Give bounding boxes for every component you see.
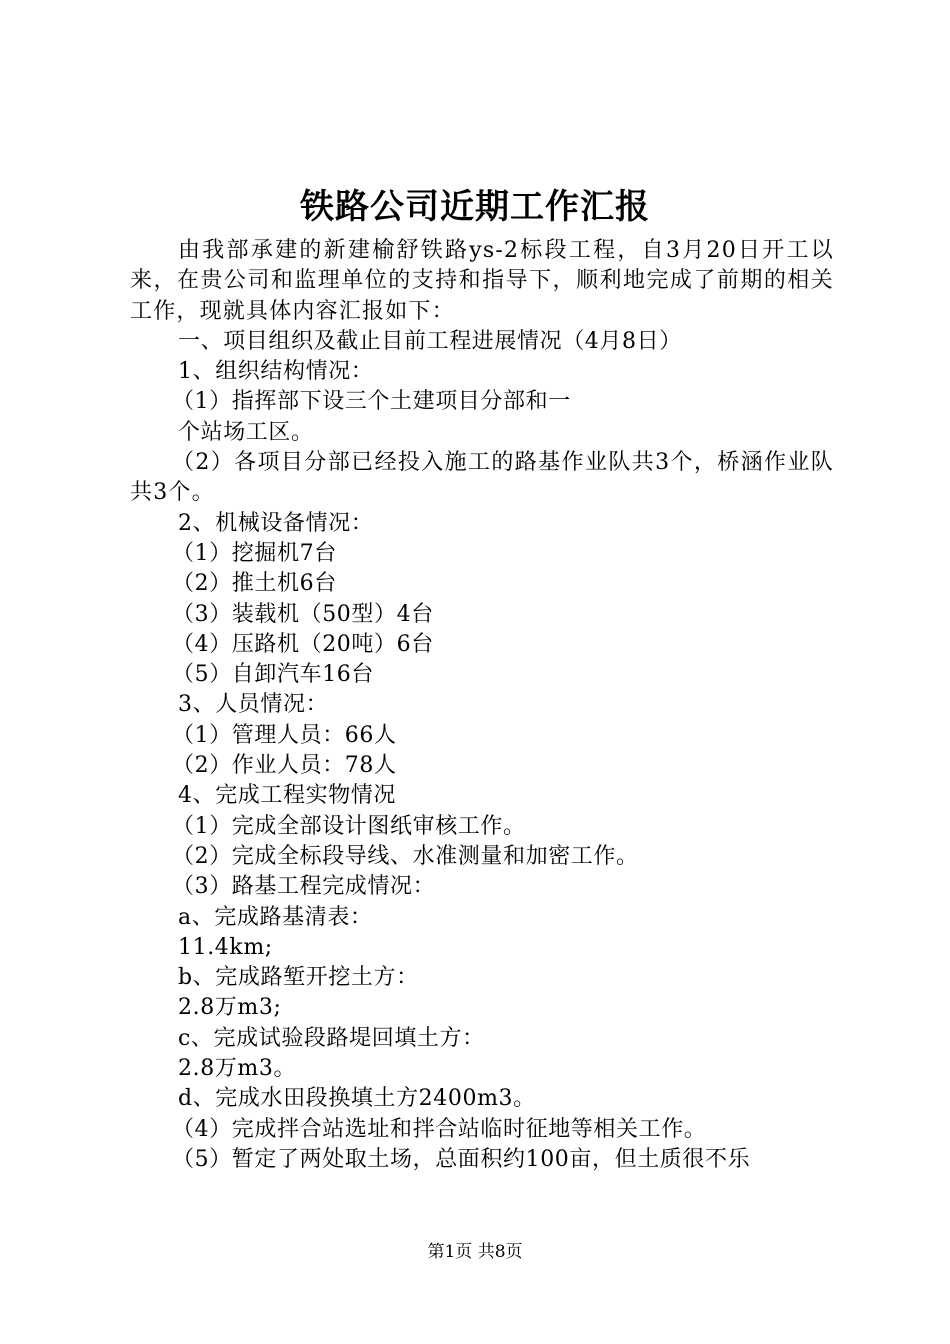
roadbed-item: b、完成路堑开挖土方： [178, 965, 419, 991]
subsection-heading: 3、人员情况： [178, 692, 329, 718]
list-item: （2）完成全标段导线、水准测量和加密工作。 [172, 843, 639, 869]
list-item: （4）压路机（20吨）6台 [172, 631, 434, 657]
roadbed-item: c、完成试验段路堤回填土方： [178, 1025, 485, 1051]
roadbed-value: 11.4km; [178, 934, 273, 960]
document-body [130, 236, 834, 1175]
list-item: （3）装载机（50型）4台 [172, 601, 434, 627]
list-item: （1）完成全部设计图纸审核工作。 [172, 813, 526, 839]
subsection-heading: 1、组织结构情况： [178, 359, 374, 385]
roadbed-value: 2.8万m3; [178, 995, 282, 1021]
roadbed-value: 2.8万m3。 [178, 1056, 297, 1082]
list-item: （1）管理人员：66人 [172, 722, 397, 748]
list-item: （1）指挥部下设三个土建项目分部和一 [172, 389, 571, 415]
list-item: （1）挖掘机7台 [172, 540, 337, 566]
list-item: （5）暂定了两处取土场，总面积约100亩，但土质很不乐 [172, 1146, 751, 1172]
list-item: （5）自卸汽车16台 [172, 662, 374, 688]
list-item: （2）作业人员：78人 [172, 753, 397, 779]
document-title: 铁路公司近期工作汇报 [300, 187, 650, 227]
subsection-heading: 2、机械设备情况： [178, 510, 374, 536]
intro-paragraph: 由我部承建的新建榆舒铁路ys-2标段工程，自3月20日开工以来，在贵公司和监理单位的支持和指导下，顺利地完成了前期的相关工作，现就具体内容汇报如下： [130, 238, 834, 324]
list-item-continuation: 个站场工区。 [178, 419, 314, 445]
list-item: （2）推土机6台 [172, 571, 337, 597]
roadbed-item: a、完成路基清表： [178, 904, 373, 930]
page-footer: 第1页 共8页 [427, 1242, 523, 1262]
roadbed-item: d、完成水田段换填土方2400m3。 [178, 1086, 536, 1112]
list-item-text: （2）各项目分部已经投入施工的路基作业队共3个，桥涵作业队共3个。 [130, 450, 834, 506]
list-item [130, 448, 834, 509]
list-item: （3）路基工程完成情况： [172, 874, 436, 900]
section-heading: 一、项目组织及截止目前工程进展情况（4月8日） [178, 328, 682, 354]
list-item: （4）完成拌合站选址和拌合站临时征地等相关工作。 [172, 1116, 707, 1142]
subsection-heading: 4、完成工程实物情况 [178, 783, 396, 809]
